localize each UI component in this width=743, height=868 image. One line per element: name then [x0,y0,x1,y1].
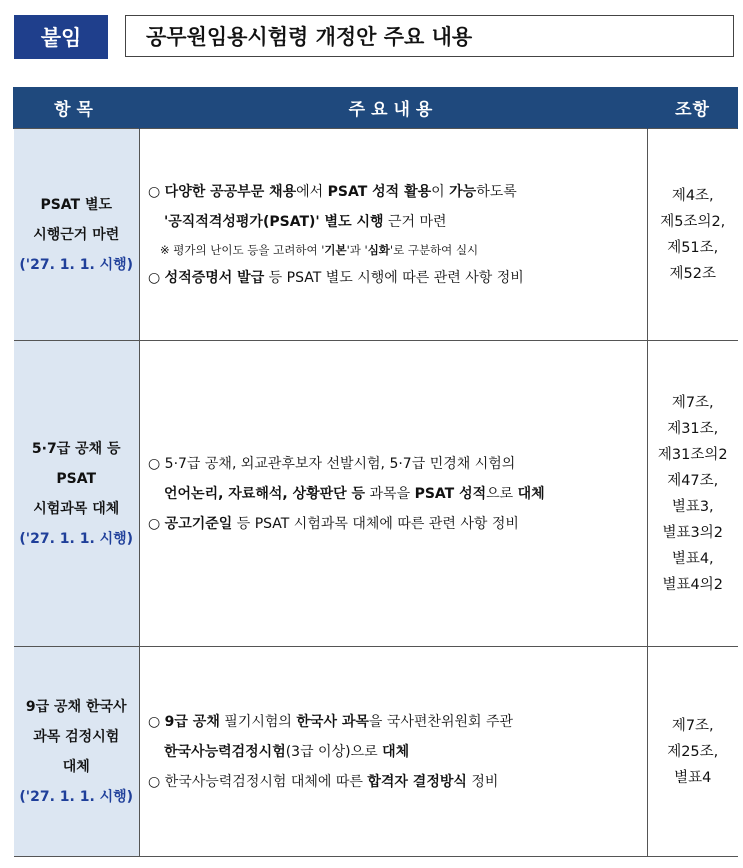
text: 등 PSAT 별도 시행에 따른 관련 사항 정비 [264,269,524,286]
item-line: 5·7급 공채 등 [31,440,121,457]
bullet: ○ [148,515,165,532]
article-ref: 제7조, [671,717,714,734]
text: 과목을 [365,485,415,502]
text: 이 [431,183,450,200]
content-line [148,509,643,539]
item-line: PSAT [56,470,97,487]
bold-text: 대체 [382,743,410,760]
bold-text: 한국사 과목 [296,713,369,730]
effective-date: ('27. 1. 1. 시행) [19,530,134,547]
content-line [148,207,643,237]
content-line [148,449,643,479]
bold-text: 가능 [449,183,477,200]
effective-date: ('27. 1. 1. 시행) [19,788,134,805]
text: 필기시험의 [219,713,297,730]
item-line: 대체 [62,758,90,775]
bold-text: 성적증명서 발급 [164,269,265,286]
article-cell [648,341,738,647]
header-item: 항목 [14,87,140,129]
content-line [148,177,643,207]
content-line [148,263,643,293]
effective-date: ('27. 1. 1. 시행) [19,256,134,273]
content-line [148,707,643,737]
text: 으로 [486,485,518,502]
content-cell [140,341,648,647]
article-ref: 제31조, [667,420,719,437]
item-line: PSAT 별도 [40,196,113,213]
bold-text: '공직적격성평가(PSAT)' 별도 시행 [164,213,384,230]
table-row [14,341,738,647]
bold-text: PSAT 성적 [414,485,487,502]
table-row [14,129,738,341]
table-row [14,647,738,857]
text: 을 국사편찬위원회 주관 [368,713,514,730]
article-cell [648,647,738,857]
item-cell [14,129,140,341]
attachment-badge: 붙임 [14,15,108,59]
text: 정비 [466,773,499,790]
text: 등 PSAT 시험과목 대체에 따른 관련 사항 정비 [232,515,519,532]
table-header-row [14,87,738,129]
bullet: ○ [148,269,165,286]
article-ref: 제47조, [667,472,719,489]
item-line: 9급 공채 한국사 [25,698,127,715]
article-ref: 별표3의2 [662,524,723,541]
bold-text: 대체 [517,485,545,502]
text: 에서 [296,183,328,200]
article-ref: 제7조, [671,394,714,411]
content-line [148,737,643,767]
bullet: ○ [148,455,165,472]
text: 한국사능력검정시험 대체에 따른 [164,773,368,790]
content-line [148,479,643,509]
text: ※ 평가의 난이도 등을 고려하여 ' [160,242,325,257]
bullet: ○ [148,713,165,730]
text: (3급 이상)으로 [285,743,383,760]
header-article: 조항 [648,87,738,129]
header-content: 주요내용 [140,87,648,129]
article-ref: 별표4, [671,550,714,567]
bold-text: 공고기준일 [164,515,233,532]
content-line [148,767,643,797]
bullet: ○ [148,773,165,790]
bold-text: 기본 [324,242,347,257]
text: '과 ' [346,242,368,257]
text: 하도록 [476,183,517,200]
item-line: 과목 검정시험 [33,728,120,745]
text: 근거 마련 [383,213,447,230]
page-title: 공무원임용시험령 개정안 주요 내용 [125,15,734,57]
article-ref: 제52조 [669,265,716,282]
content-cell [140,647,648,857]
item-cell [14,341,140,647]
main-table [13,87,738,857]
article-ref: 제31조의2 [657,446,728,463]
item-line: 시행근거 마련 [33,226,120,243]
bold-text: 9급 공채 [164,713,220,730]
footnote [148,237,643,263]
article-ref: 별표3, [671,498,714,515]
text: '로 구분하여 실시 [389,242,479,257]
bold-text: 언어논리, 자료해석, 상황판단 등 [164,485,366,502]
article-ref: 제51조, [667,239,719,256]
bold-text: PSAT 성적 활용 [327,183,432,200]
article-ref: 별표4의2 [662,576,723,593]
text: 5·7급 공채, 외교관후보자 선발시험, 5·7급 민경채 시험의 [164,455,516,472]
article-ref: 별표4 [674,769,712,786]
bullet: ○ [148,183,165,200]
article-cell [648,129,738,341]
title-bar [14,15,736,59]
bold-text: 한국사능력검정시험 [164,743,286,760]
item-line: 시험과목 대체 [33,500,120,517]
bold-text: 심화 [367,242,390,257]
article-ref: 제5조의2, [660,213,726,230]
bold-text: 합격자 결정방식 [367,773,467,790]
bold-text: 다양한 공공부문 채용 [164,183,297,200]
content-cell [140,129,648,341]
article-ref: 제25조, [667,743,719,760]
article-ref: 제4조, [671,187,714,204]
item-cell [14,647,140,857]
